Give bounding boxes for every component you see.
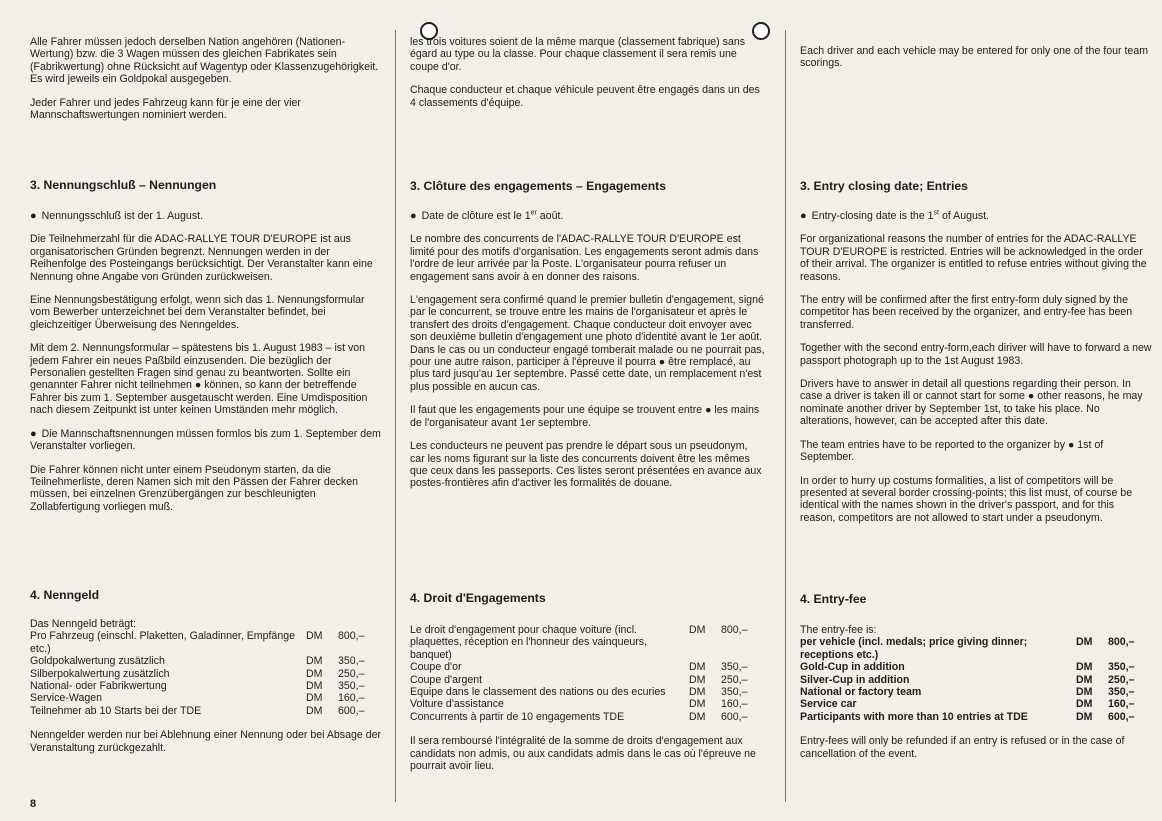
- en-fee-amount: 250,–: [1108, 673, 1135, 686]
- fr-paragraph-6: Les conducteurs ne peuvent pas prendre le départ sous un pseudonym, car les noms figurant sur la liste des concurrents doivent être les mêmes que ceux dans les passeports. Ces listes seront présentées en avance aux postes-frontières afin d'activer les formalités de douane.: [410, 440, 762, 490]
- de-paragraph-6: Die Fahrer können nicht unter einem Pseudonym starten, da die Teilnehmerliste, deren Namen sich mit den Pässen der Fahrer decken müssen, bei einzelnen Grenzübergängen zur beschleunigten Zollabfertigung vorliegen muß.: [30, 463, 358, 513]
- en-fee-label: Gold-Cup in addition: [800, 661, 905, 674]
- de-fee-row: [30, 655, 382, 667]
- fr-fee-row: [410, 661, 765, 673]
- en-fee-row: [800, 661, 1152, 673]
- fr-fee-amount: 350,–: [721, 686, 748, 699]
- page-number: 8: [30, 798, 37, 810]
- fr-fee-label: Le droit d'engagement pour chaque voiture (incl. plaquettes, réception en l'honneur des vainqueurs, banquet): [410, 624, 648, 661]
- de-fee-amount: 160,–: [338, 692, 365, 705]
- en-section-4-heading: 4. Entry-fee: [800, 592, 867, 606]
- de-fee-label: Goldpokalwertung zusätzlich: [30, 655, 165, 668]
- de-fee-label: Silberpokalwertung zusätzlich: [30, 667, 170, 680]
- fr-fee-currency: DM: [689, 624, 706, 636]
- fr-fee-row: [410, 674, 765, 686]
- en-paragraph-8: Entry-fees will only be refunded if an entry is refused or in the case of cancellation of the event.: [800, 735, 1125, 760]
- de-paragraph-5: Mit dem 2. Nennungsformular – spätestens bis 1. August 1983 – ist von jedem Fahrer ein neues Paßbild einzusenden. Die bezüglich der Personalien gestellten Fragen sind genau zu beantworten. Sollte ein genannter Fahrer nicht teilnehmen ● können, so kann der betreffende Fahrer bis zum 1. September ausgetauscht werden. Eine Umdisposition nach diesem Zeitpunkt ist unter keinen Umständen mehr möglich.: [30, 342, 368, 417]
- fr-paragraph-5: Il faut que les engagements pour une équipe se trouvent entre ● les mains de l'organisateur avant 1er septembre.: [410, 404, 760, 429]
- en-section-3-heading: 3. Entry closing date; Entries: [800, 179, 968, 193]
- en-fee-currency: DM: [1076, 686, 1093, 699]
- en-fee-table: [800, 636, 1152, 723]
- fr-paragraph-1: les trois voitures soient de la même marque (classement fabrique) sans égard au type ou la classe. Pour chaque classement il sera remis une coupe d'or.: [410, 36, 746, 73]
- fr-fee-amount: 250,–: [721, 673, 748, 686]
- fr-paragraph-7: Il sera remboursé l'intégralité de la somme de droits d'engagement aux candidats non admis, ou aux candidats admis dans le cas où l'épreuve ne pourrait avoir lieu.: [410, 735, 756, 773]
- de-fee-amount: 600,–: [338, 704, 365, 717]
- de-fee-intro: Das Nenngeld beträgt:: [30, 618, 137, 630]
- de-fee-row: [30, 705, 382, 717]
- fr-bullet-closing-date: ● Date de clôture est le 1er août.: [410, 210, 765, 222]
- de-fee-amount: 800,–: [338, 630, 365, 643]
- fr-fee-label: Coupe d'or: [410, 661, 462, 674]
- fr-fee-row: [410, 624, 765, 661]
- de-paragraph-2: Jeder Fahrer und jedes Fahrzeug kann für je eine der vier Mannschaftswertungen nominiert werden.: [30, 96, 301, 122]
- en-paragraph-1: Each driver and each vehicle may be entered for only one of the four team scorings.: [800, 45, 1149, 70]
- de-paragraph-4: Eine Nennungsbestätigung erfolgt, wenn sich das 1. Nennungsformular vom Bewerber unterzeichnet bei dem Veranstalter befindet, bei gleichzeitiger Überweisung des Nenngeldes.: [30, 294, 365, 331]
- fr-fee-amount: 600,–: [721, 710, 748, 723]
- en-fee-currency: DM: [1076, 673, 1093, 686]
- fr-paragraph-2: Chaque conducteur et chaque véhicule peuvent être engagés dans un des 4 classements d'équipe.: [410, 84, 760, 109]
- en-fee-label: Service car: [800, 698, 857, 711]
- fr-paragraph-3: Le nombre des concurrents de l'ADAC-RALLYE TOUR D'EUROPE est limité pour des motifs d'organisation. Les engagements seront admis dans l'ordre de leur arrivée par la Poste. L'organisateur pourra refuser un engagement sans avoir à en donner des raisons.: [410, 233, 759, 283]
- en-fee-intro: The entry-fee is:: [800, 624, 877, 636]
- en-fee-row: [800, 698, 1152, 710]
- fr-fee-currency: DM: [689, 686, 706, 699]
- de-fee-row: [30, 680, 382, 692]
- en-fee-currency: DM: [1076, 698, 1093, 711]
- en-fee-amount: 350,–: [1108, 686, 1135, 699]
- en-paragraph-5: Drivers have to answer in detail all questions regarding their person. In case a driver is taken ill or cannot start for some ● other reasons, he may nominate another driver by September 1st, to take his place. No alterations, however, can be accepted after this date.: [800, 378, 1143, 428]
- fr-fee-amount: 350,–: [721, 661, 748, 674]
- column-divider-2: [785, 30, 786, 802]
- en-fee-currency: DM: [1076, 636, 1093, 649]
- de-bullet-closing-date: ● Nennungsschluß ist der 1. August.: [30, 210, 382, 222]
- de-paragraph-1: Alle Fahrer müssen jedoch derselben Nation angehören (Nationen-Wertung) bzw. die 3 Wagen müssen des gleichen Fabrikates sein (Fabrikwertung) ohne Rücksicht auf Wagentyp oder Klassenzugehörigkeit. Es wird jeweils ein Goldpokal ausgegeben.: [30, 36, 379, 86]
- de-fee-currency: DM: [306, 692, 323, 705]
- column-divider-1: [395, 30, 396, 802]
- en-fee-row: [800, 711, 1152, 723]
- de-fee-label: Pro Fahrzeug (einschl. Plaketten, Galadinner, Empfänge etc.): [30, 630, 295, 655]
- fr-fee-label: Coupe d'argent: [410, 673, 483, 686]
- de-paragraph-3: Die Teilnehmerzahl für die ADAC-RALLYE TOUR D'EUROPE ist aus organisatorischen Gründen begrenzt. Nennungen werden in der Reihenfolge des Posteingangs berücksichtigt. Der Veranstalter kann eine Nennung ohne Angabe von Gründen zurückweisen.: [30, 233, 373, 283]
- de-fee-row: [30, 692, 382, 704]
- en-fee-amount: 160,–: [1108, 698, 1135, 711]
- en-paragraph-2: For organizational reasons the number of entries for the ADAC-RALLYE TOUR D'EUROPE is restricted. Entries will be acknowledged in the order of their arrival. The organizer is entitled to refuse entries without giving the reasons.: [800, 233, 1147, 283]
- de-fee-currency: DM: [306, 704, 323, 717]
- de-fee-currency: DM: [306, 667, 323, 680]
- en-bullet-closing-date: ● Entry-closing date is the 1st of August.: [800, 210, 1152, 222]
- de-fee-currency: DM: [306, 630, 323, 643]
- en-fee-row: [800, 674, 1152, 686]
- fr-fee-row: [410, 698, 765, 710]
- en-fee-row: [800, 686, 1152, 698]
- de-fee-currency: DM: [306, 655, 323, 668]
- fr-fee-amount: 160,–: [721, 698, 748, 711]
- de-section-4-heading: 4. Nenngeld: [30, 588, 100, 602]
- en-paragraph-6: The team entries have to be reported to the organizer by ● 1st of September.: [800, 438, 1104, 464]
- de-bullet-team-entries: ● Die Mannschaftsnennungen müssen formlos bis zum 1. September dem Veranstalter vorliegen.: [30, 428, 382, 453]
- de-fee-label: National- oder Fabrikwertung: [30, 680, 167, 693]
- de-fee-row: [30, 630, 382, 655]
- en-fee-amount: 600,–: [1108, 710, 1135, 723]
- en-fee-amount: 800,–: [1108, 636, 1135, 649]
- en-fee-currency: DM: [1076, 661, 1093, 674]
- fr-section-3-heading: 3. Clôture des engagements – Engagements: [410, 179, 667, 193]
- en-fee-label: Silver-Cup in addition: [800, 673, 910, 686]
- fr-fee-label: Concurrents à partir de 10 engagements TDE: [410, 710, 625, 723]
- de-fee-amount: 350,–: [338, 655, 365, 668]
- fr-fee-label: Volture d'assistance: [410, 698, 504, 711]
- en-paragraph-3: The entry will be confirmed after the first entry-form duly signed by the competitor has been received by the organizer, and entry-fee has been transferred.: [800, 294, 1133, 331]
- en-fee-label: Participants with more than 10 entries at TDE: [800, 710, 1028, 723]
- fr-fee-label: Equipe dans le classement des nations ou des ecuries: [410, 686, 666, 699]
- de-fee-row: [30, 668, 382, 680]
- de-fee-currency: DM: [306, 680, 323, 693]
- fr-fee-currency: DM: [689, 710, 706, 723]
- fr-paragraph-4: L'engagement sera confirmé quand le premier bulletin d'engagement, signé par le concurrent, se trouve entre les mains de l'organisateur et après le transfert des droits d'engagement. Chaque conducteur doit envoyer avec son deuxième bulletin d'engagement une photo d'identité avant le 1er août. Dans le cas ou un conducteur engagé tomberait malade ou ne pourrait pas, pour une autre raison, participer à l'épreuve il pourra ● être remplacé, au plus tard jusqu'au 1er septembre. Passé cette date, un remplacement n'est plus possible en aucun cas.: [410, 294, 765, 393]
- de-fee-table: [30, 630, 382, 717]
- fr-fee-currency: DM: [689, 698, 706, 711]
- de-fee-amount: 250,–: [338, 667, 365, 680]
- en-paragraph-4: Together with the second entry-form,each diriver will have to forward a new passport photograph up to the 1st August 1983.: [800, 342, 1152, 367]
- de-fee-label: Teilnehmer ab 10 Starts bei der TDE: [30, 704, 202, 717]
- de-fee-amount: 350,–: [338, 680, 365, 693]
- en-fee-row: [800, 636, 1152, 661]
- fr-fee-currency: DM: [689, 673, 706, 686]
- fr-section-4-heading: 4. Droit d'Engagements: [410, 591, 546, 605]
- en-paragraph-7: In order to hurry up costums formalities, a list of competitors will be presented at several border crossing-points; this list must, of course be identical with the names shown in the driver's passport, and for this reason, competitors are not allowed to start under a pseudonym.: [800, 474, 1133, 524]
- fr-fee-amount: 800,–: [721, 624, 748, 636]
- de-paragraph-7: Nenngelder werden nur bei Ablehnung einer Nennung oder bei Absage der Veranstaltung zurückgezahlt.: [30, 729, 382, 754]
- fr-fee-row: [410, 686, 765, 698]
- en-fee-label: per vehicle (incl. medals; price giving dinner; receptions etc.): [800, 636, 1028, 661]
- en-fee-label: National or factory team: [800, 686, 922, 699]
- de-section-3-heading: 3. Nennungschluß – Nennungen: [30, 178, 217, 192]
- fr-fee-table: [410, 624, 765, 723]
- de-fee-label: Service-Wagen: [30, 692, 103, 705]
- fr-fee-row: [410, 711, 765, 723]
- en-fee-amount: 350,–: [1108, 661, 1135, 674]
- en-fee-currency: DM: [1076, 710, 1093, 723]
- fr-fee-currency: DM: [689, 661, 706, 674]
